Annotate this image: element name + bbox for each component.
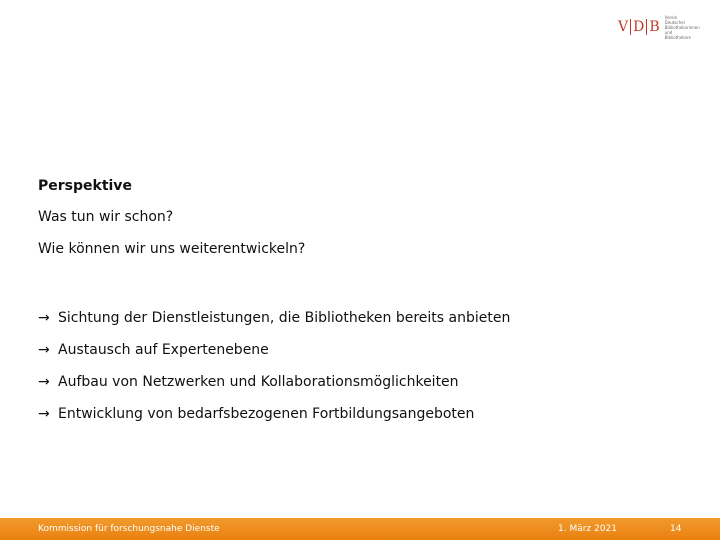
question-2: Wie können wir uns weiterentwickeln? bbox=[38, 241, 306, 257]
arrow-right-icon: → bbox=[38, 342, 50, 358]
bullet-text: Austausch auf Expertenebene bbox=[58, 342, 269, 358]
logo-mark bbox=[618, 19, 660, 35]
footer-bar bbox=[0, 518, 720, 540]
question-1: Was tun wir schon? bbox=[38, 209, 174, 225]
bullet-item bbox=[38, 340, 510, 372]
arrow-right-icon: → bbox=[38, 310, 50, 326]
arrow-right-icon: → bbox=[38, 406, 50, 422]
logo-letter-b: B bbox=[649, 19, 660, 35]
bullet-item bbox=[38, 308, 510, 340]
logo-text-line: Verein Deutscher bbox=[664, 14, 686, 25]
logo-separator bbox=[646, 19, 647, 35]
bullet-item bbox=[38, 372, 510, 404]
bullet-text: Sichtung der Dienstleistungen, die Bibliotheken bereits anbieten bbox=[58, 310, 511, 326]
logo-letter-v: V bbox=[618, 19, 629, 35]
bullet-text: Aufbau von Netzwerken und Kollaborationsmöglichkeiten bbox=[58, 374, 459, 390]
logo-letter-d: D bbox=[633, 19, 645, 35]
slide-heading: Perspektive bbox=[38, 178, 132, 194]
logo-text-line: und Bibliothekare bbox=[664, 29, 691, 40]
bullet-text: Entwicklung von bedarfsbezogenen Fortbildungsangeboten bbox=[58, 406, 475, 422]
arrow-right-icon: → bbox=[38, 374, 50, 390]
footer-date: 1. März 2021 bbox=[558, 524, 617, 534]
logo-text-line: Bibliothekarinnen bbox=[664, 24, 700, 30]
vdb-logo bbox=[618, 14, 700, 40]
footer-commission: Kommission für forschungsnahe Dienste bbox=[38, 524, 220, 534]
logo-text bbox=[665, 15, 699, 40]
bullet-list bbox=[38, 308, 510, 436]
bullet-item bbox=[38, 404, 510, 436]
logo-separator bbox=[630, 19, 631, 35]
footer-page-number: 14 bbox=[670, 524, 682, 534]
